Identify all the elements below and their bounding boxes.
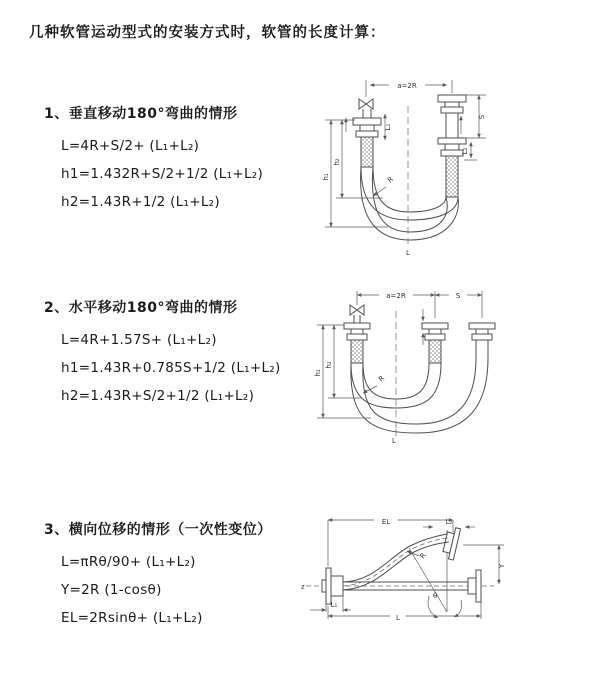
dim-label-L: L <box>406 249 410 257</box>
dim-label-L2: L₂ <box>461 147 469 155</box>
formula-3-Y: Y=2R (1-cosθ) <box>61 582 162 598</box>
dim-label-EL: EL <box>381 518 391 526</box>
flange-neck <box>445 144 459 150</box>
dim-label-Y: Y <box>498 563 506 569</box>
flange-plate <box>441 150 463 156</box>
section-vertical-180 <box>44 103 263 216</box>
dim-label-R: R <box>377 374 387 384</box>
formula-2-L: L=4R+1.57S+ (L₁+L₂) <box>61 332 217 348</box>
diagram-1-drawing <box>303 64 555 260</box>
dim-label-S: S <box>455 292 461 300</box>
hose-curve <box>363 358 476 424</box>
centerline-symbol: z <box>301 583 305 591</box>
braided-hose <box>446 156 458 197</box>
hose-curve <box>351 358 488 433</box>
dim-label-R: R <box>386 175 396 185</box>
page-title: 几种软管运动型式的安装方式时，软管的长度计算： <box>29 25 386 41</box>
flange-plate <box>438 138 466 144</box>
dim-label-L2: L₂ <box>445 518 453 526</box>
diagram-horizontal-180-bend <box>303 281 595 457</box>
dim-label-a2r: a=2R <box>386 292 406 300</box>
flange-plate <box>326 568 331 604</box>
valve-icon <box>350 305 364 323</box>
dim-label-L1: L₁ <box>384 123 392 131</box>
formula-1-h1: h1=1.432R+S/2+1/2 (L₁+L₂) <box>61 166 264 182</box>
formula-3-EL: EL=2Rsinθ+ (L₁+L₂) <box>61 610 203 626</box>
dim-label-L: L <box>396 614 400 622</box>
braided-hose <box>361 137 373 167</box>
dim-label-a2r: a=2R <box>397 82 417 90</box>
flange-stub <box>322 580 326 592</box>
dim-label-L1: L₁ <box>330 601 338 609</box>
flange-plate <box>441 107 463 113</box>
diagram-2-drawing <box>303 281 595 453</box>
formula-2-h1: h1=1.43R+0.785S+1/2 (L₁+L₂) <box>61 360 281 376</box>
diagram-3-drawing <box>296 496 600 660</box>
angle-label-theta: θ <box>433 592 438 600</box>
dim-label-S: S <box>478 114 486 120</box>
flange-plate <box>356 131 378 137</box>
dim-label-h2: h₂ <box>325 361 333 369</box>
flange-assembly <box>344 323 495 340</box>
dim-label-R: R <box>418 551 428 561</box>
section-lateral-displacement <box>44 519 272 632</box>
section-horizontal-180 <box>44 297 281 410</box>
formula-1-L: L=4R+S/2+ (L₁+L₂) <box>61 138 200 154</box>
dim-label-h2: h₂ <box>333 158 341 166</box>
formula-1-h2: h2=1.43R+1/2 (L₁+L₂) <box>61 194 220 210</box>
formula-3-L: L=πRθ/90+ (L₁+L₂) <box>61 554 196 570</box>
diagram-vertical-180-bend <box>303 64 555 264</box>
dim-label-L: L <box>392 437 396 445</box>
section-2-heading: 2、水平移动180°弯曲的情形 <box>44 300 238 316</box>
flange-hub <box>331 576 343 596</box>
flange-plate <box>476 570 481 602</box>
formula-2-h2: h2=1.43R+S/2+1/2 (L₁+L₂) <box>61 388 255 404</box>
diagram-lateral-displacement <box>296 496 600 664</box>
hose-curve <box>373 167 446 212</box>
dim-label-h1: h₁ <box>314 369 322 377</box>
section-1-heading: 1、垂直移动180°弯曲的情形 <box>44 106 238 122</box>
hose-curve <box>372 167 447 232</box>
flange-neck <box>360 125 374 131</box>
flange-plate <box>438 95 466 102</box>
braided-hose <box>429 340 441 363</box>
braided-hose <box>351 340 363 363</box>
valve-icon <box>359 99 373 118</box>
flange-plate <box>353 118 381 125</box>
flange-assembly <box>442 526 461 560</box>
section-3-heading: 3、横向位移的情形（一次性变位） <box>44 522 272 538</box>
flange-hub <box>468 578 476 594</box>
dim-label-h1: h₁ <box>322 173 330 181</box>
flange-neck <box>445 102 459 107</box>
